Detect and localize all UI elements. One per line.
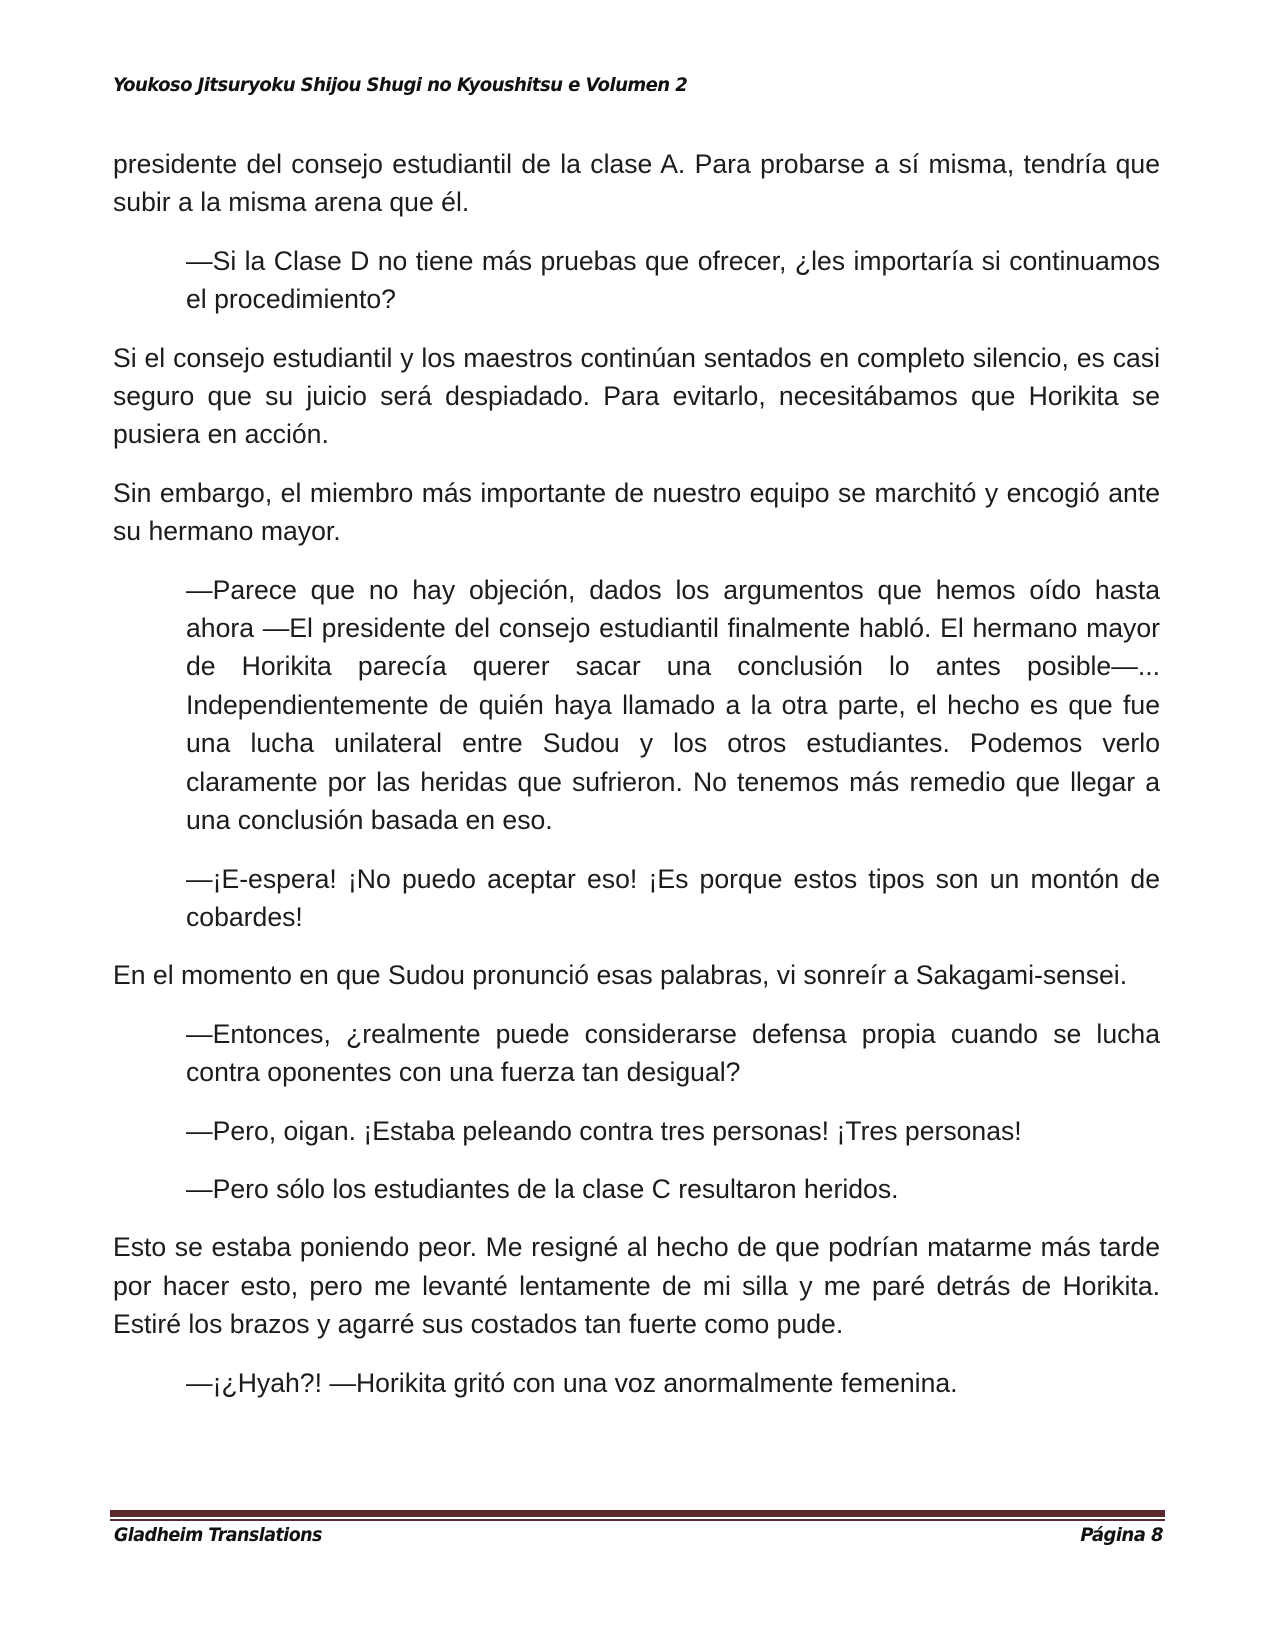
footer-translator-credit: Gladheim Translations [114, 1524, 322, 1546]
paragraph-narration: presidente del consejo estudiantil de la clase A. Para probarse a sí misma, tendría que subir a la misma arena que él. [113, 149, 1160, 218]
paragraph-dialogue: —Si la Clase D no tiene más pruebas que ofrecer, ¿les importaría si continuamos el procedimiento? [186, 245, 1160, 315]
page-header-title: Youkoso Jitsuryoku Shijou Shugi no Kyoushitsu e Volumen 2 [113, 74, 688, 96]
paragraph-dialogue: —¡¿Hyah?! —Horikita gritó con una voz anormalmente femenina. [186, 1367, 958, 1398]
paragraph-narration: Sin embargo, el miembro más importante de nuestro equipo se marchitó y encogió ante su hermano mayor. [113, 477, 1160, 547]
paragraph-dialogue: —Pero sólo los estudiantes de la clase C resultaron heridos. [186, 1173, 899, 1204]
paragraph-dialogue: —Entonces, ¿realmente puede considerarse defensa propia cuando se lucha contra oponentes con una fuerza tan desigual? [186, 1018, 1160, 1088]
page-body [113, 145, 1160, 1422]
paragraph-narration: En el momento en que Sudou pronunció esas palabras, vi sonreír a Sakagami-sensei. [113, 960, 1128, 991]
paragraph-dialogue: —Parece que no hay objeción, dados los argumentos que hemos oído hasta ahora —El presidente del consejo estudiantil finalmente habló. El hermano mayor de Horikita parecía querer sacar una conclusión lo antes posible—... Independientemente de quién haya llamado a la otra parte, el hecho es que fue una lucha unilateral entre Sudou y los otros estudiantes. Podemos verlo claramente por las heridas que sufrieron. No tenemos más remedio que llegar a una conclusión basada en eso. [186, 574, 1160, 836]
paragraph-dialogue: —¡E-espera! ¡No puedo aceptar eso! ¡Es porque estos tipos son un montón de cobardes! [186, 863, 1160, 932]
paragraph-narration: Si el consejo estudiantil y los maestros continúan sentados en completo silencio, es casi seguro que su juicio será despiadado. Para evitarlo, necesitábamos que Horikita se pusiera en acción. [113, 342, 1160, 450]
footer-divider-thin [110, 1519, 1165, 1521]
footer-divider-thick [110, 1510, 1165, 1517]
paragraph-narration: Esto se estaba poniendo peor. Me resigné al hecho de que podrían matarme más tarde por hacer esto, pero me levanté lentamente de mi silla y me paré detrás de Horikita. Estiré los brazos y agarré sus costados tan fuerte como pude. [113, 1232, 1160, 1340]
paragraph-dialogue: —Pero, oigan. ¡Estaba peleando contra tres personas! ¡Tres personas! [186, 1115, 1022, 1146]
footer-page-number: Página 8 [1080, 1524, 1163, 1546]
